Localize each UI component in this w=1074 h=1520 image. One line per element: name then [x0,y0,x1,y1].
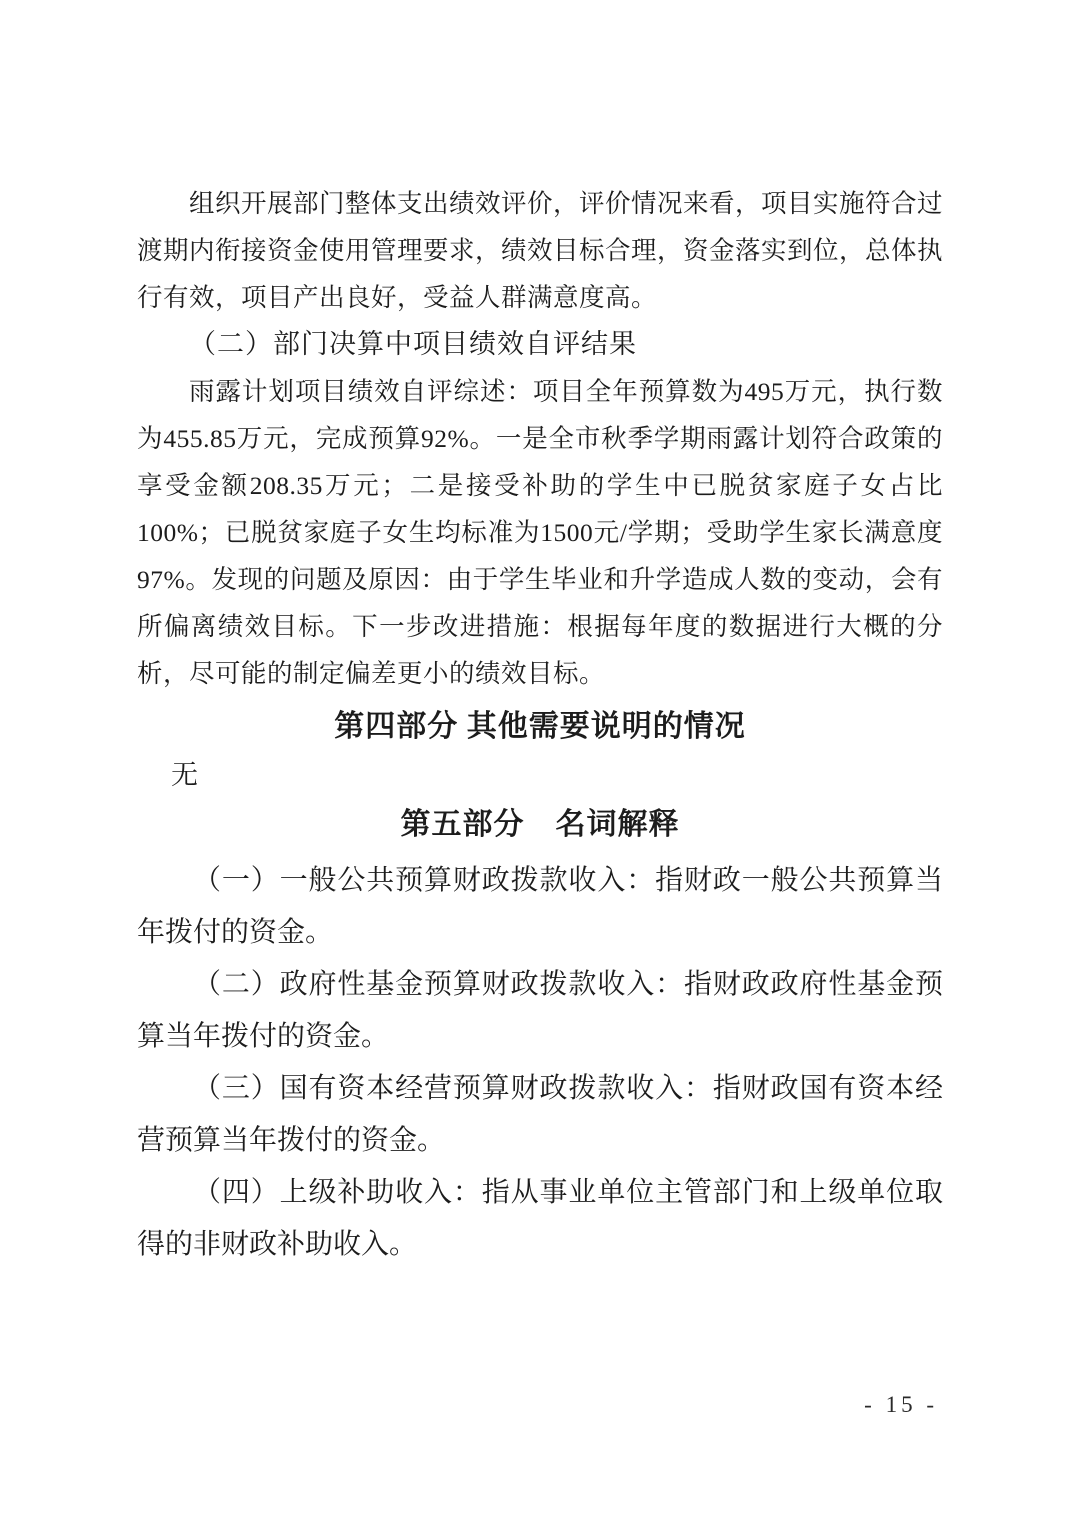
overall-evaluation-paragraph: 组织开展部门整体支出绩效评价，评价情况来看，项目实施符合过渡期内衔接资金使用管理要求，绩效目标合理，资金落实到位，总体执行有效，项目产出良好，受益人群满意度高。 [137,189,944,312]
term-definition-2: （二）政府性基金预算财政拨款收入：指财政政府性基金预算当年拨付的资金。 [137,969,943,1052]
part4-section-body: 无 [171,760,198,790]
self-evaluation-subheading: （二）部门决算中项目绩效自评结果 [189,329,637,359]
part5-section-title: 第五部分 名词解释 [400,808,680,841]
term-definition-3: （三）国有资本经营预算财政拨款收入：指财政国有资本经营预算当年拨付的资金。 [137,1073,943,1156]
page-number: - 15 - [864,1392,938,1417]
term-definition-4: （四）上级补助收入：指从事业单位主管部门和上级单位取得的非财政补助收入。 [137,1177,943,1260]
term-definition-1: （一）一般公共预算财政拨款收入：指财政一般公共预算当年拨付的资金。 [137,865,943,948]
self-evaluation-paragraph: 雨露计划项目绩效自评综述：项目全年预算数为495万元，执行数为455.85万元，完成预算92%。一是全市秋季学期雨露计划符合政策的享受金额208.35万元；二是接受补助的学生中已脱贫家庭子女占比100%；已脱贫家庭子女生均标准为1500元/学期；受助学生家长满意度97%。发现的问题及原因：由于学生毕业和升学造成人数的变动，会有所偏离绩效目标。下一步改进措施：根据每年度的数据进行大概的分析，尽可能的制定偏差更小的绩效目标。 [137,377,943,688]
document-content [137,180,943,1271]
part4-section-title: 第四部分 其他需要说明的情况 [334,710,746,743]
